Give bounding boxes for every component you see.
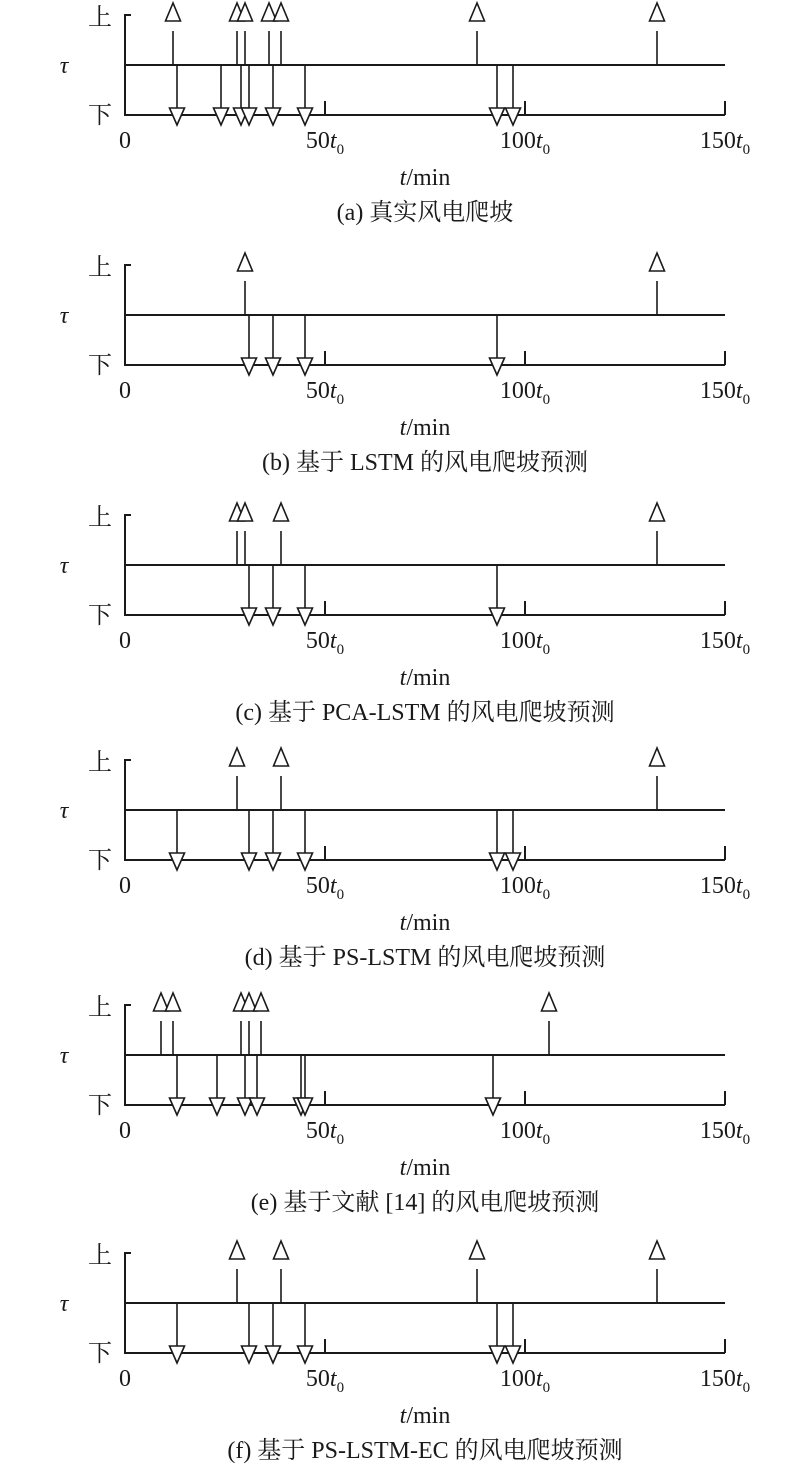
down-ramp-arrow — [170, 1346, 185, 1363]
x-tick-label: $50t_0$ — [305, 378, 345, 408]
x-tick-label: 0 — [119, 378, 131, 404]
y-bottom-label: 下 — [88, 603, 112, 629]
x-tick-label: $50t_0$ — [305, 628, 345, 658]
down-ramp-arrow — [250, 1098, 265, 1115]
up-ramp-arrow — [650, 1241, 665, 1259]
down-ramp-arrow — [266, 1346, 281, 1363]
x-tick-label: 0 — [119, 1366, 131, 1392]
x-tick-label: $100t_0$ — [499, 1118, 551, 1148]
down-ramp-arrow — [266, 108, 281, 125]
up-ramp-arrow — [274, 503, 289, 521]
y-top-label: 上 — [88, 1243, 112, 1269]
up-ramp-arrow — [230, 748, 245, 766]
x-tick-label: $150t_0$ — [699, 1366, 751, 1396]
down-ramp-arrow — [298, 108, 313, 125]
x-tick-label: $100t_0$ — [499, 628, 551, 658]
panel-caption: (e) 基于文献 [14] 的风电爬坡预测 — [250, 1190, 600, 1216]
x-tick-label: 0 — [119, 873, 131, 899]
y-bottom-label: 下 — [88, 353, 112, 379]
y-bottom-label: 下 — [88, 1093, 112, 1119]
panel-caption: (f) 基于 PS-LSTM-EC 的风电爬坡预测 — [227, 1438, 623, 1464]
y-bottom-label: 下 — [88, 848, 112, 874]
down-ramp-arrow — [298, 608, 313, 625]
panel-a — [60, 3, 750, 226]
down-ramp-arrow — [490, 853, 505, 870]
x-tick-label: $50t_0$ — [305, 128, 345, 158]
y-bottom-label: 下 — [88, 1341, 112, 1367]
down-ramp-arrow — [266, 608, 281, 625]
x-axis-title: t/min — [399, 1155, 451, 1181]
x-axis-title: t/min — [399, 910, 451, 936]
x-tick-label: $50t_0$ — [305, 1366, 345, 1396]
y-axis-symbol: τ — [59, 1043, 69, 1069]
x-tick-label: $50t_0$ — [305, 873, 345, 903]
down-ramp-arrow — [298, 853, 313, 870]
up-ramp-arrow — [274, 748, 289, 766]
x-tick-label: $100t_0$ — [499, 1366, 551, 1396]
up-ramp-arrow — [470, 1241, 485, 1259]
up-ramp-arrow — [274, 1241, 289, 1259]
down-ramp-arrow — [506, 853, 521, 870]
down-ramp-arrow — [490, 608, 505, 625]
up-ramp-arrow — [650, 253, 665, 271]
x-tick-label: $150t_0$ — [699, 1118, 751, 1148]
down-ramp-arrow — [490, 1346, 505, 1363]
up-ramp-arrow — [542, 993, 557, 1011]
x-tick-label: $150t_0$ — [699, 128, 751, 158]
up-ramp-arrow — [238, 253, 253, 271]
down-ramp-arrow — [210, 1098, 225, 1115]
y-top-label: 上 — [88, 255, 112, 281]
x-axis-title: t/min — [399, 665, 451, 691]
panel-b — [60, 253, 750, 476]
x-tick-label: 0 — [119, 628, 131, 654]
panel-caption: (a) 真实风电爬坡 — [336, 200, 514, 226]
down-ramp-arrow — [242, 1346, 257, 1363]
down-ramp-arrow — [490, 358, 505, 375]
x-tick-label: $100t_0$ — [499, 128, 551, 158]
y-axis-symbol: τ — [59, 303, 69, 329]
x-axis-title: t/min — [399, 165, 451, 191]
x-tick-label: $150t_0$ — [699, 873, 751, 903]
up-ramp-arrow — [254, 993, 269, 1011]
x-tick-label: $50t_0$ — [305, 1118, 345, 1148]
up-ramp-arrow — [650, 503, 665, 521]
y-bottom-label: 下 — [88, 103, 112, 129]
panel-caption: (b) 基于 LSTM 的风电爬坡预测 — [262, 450, 588, 476]
y-top-label: 上 — [88, 750, 112, 776]
down-ramp-arrow — [242, 608, 257, 625]
up-ramp-arrow — [166, 3, 181, 21]
x-tick-label: $100t_0$ — [499, 378, 551, 408]
up-ramp-arrow — [650, 3, 665, 21]
x-tick-label: 0 — [119, 128, 131, 154]
x-tick-label: $150t_0$ — [699, 628, 751, 658]
down-ramp-arrow — [242, 358, 257, 375]
down-ramp-arrow — [170, 108, 185, 125]
x-tick-label: $100t_0$ — [499, 873, 551, 903]
up-ramp-arrow — [274, 3, 289, 21]
y-axis-symbol: τ — [59, 53, 69, 79]
panel-f — [60, 1241, 750, 1464]
panel-e — [60, 993, 750, 1216]
y-axis-symbol: τ — [59, 553, 69, 579]
panel-caption: (c) 基于 PCA-LSTM 的风电爬坡预测 — [235, 700, 615, 726]
panel-caption: (d) 基于 PS-LSTM 的风电爬坡预测 — [244, 945, 606, 971]
down-ramp-arrow — [298, 1346, 313, 1363]
down-ramp-arrow — [506, 1346, 521, 1363]
panel-c — [60, 503, 750, 726]
y-top-label: 上 — [88, 5, 112, 31]
down-ramp-arrow — [242, 853, 257, 870]
up-ramp-arrow — [650, 748, 665, 766]
down-ramp-arrow — [506, 108, 521, 125]
y-axis-symbol: τ — [59, 1291, 69, 1317]
down-ramp-arrow — [486, 1098, 501, 1115]
down-ramp-arrow — [266, 853, 281, 870]
x-tick-label: 0 — [119, 1118, 131, 1144]
down-ramp-arrow — [266, 358, 281, 375]
x-axis-title: t/min — [399, 1403, 451, 1429]
down-ramp-arrow — [170, 1098, 185, 1115]
y-top-label: 上 — [88, 995, 112, 1021]
y-axis-symbol: τ — [59, 798, 69, 824]
up-ramp-arrow — [470, 3, 485, 21]
panel-d — [60, 748, 750, 971]
down-ramp-arrow — [298, 358, 313, 375]
down-ramp-arrow — [170, 853, 185, 870]
down-ramp-arrow — [490, 108, 505, 125]
x-axis-title: t/min — [399, 415, 451, 441]
up-ramp-arrow — [230, 1241, 245, 1259]
up-ramp-arrow — [166, 993, 181, 1011]
y-top-label: 上 — [88, 505, 112, 531]
x-tick-label: $150t_0$ — [699, 378, 751, 408]
down-ramp-arrow — [214, 108, 229, 125]
